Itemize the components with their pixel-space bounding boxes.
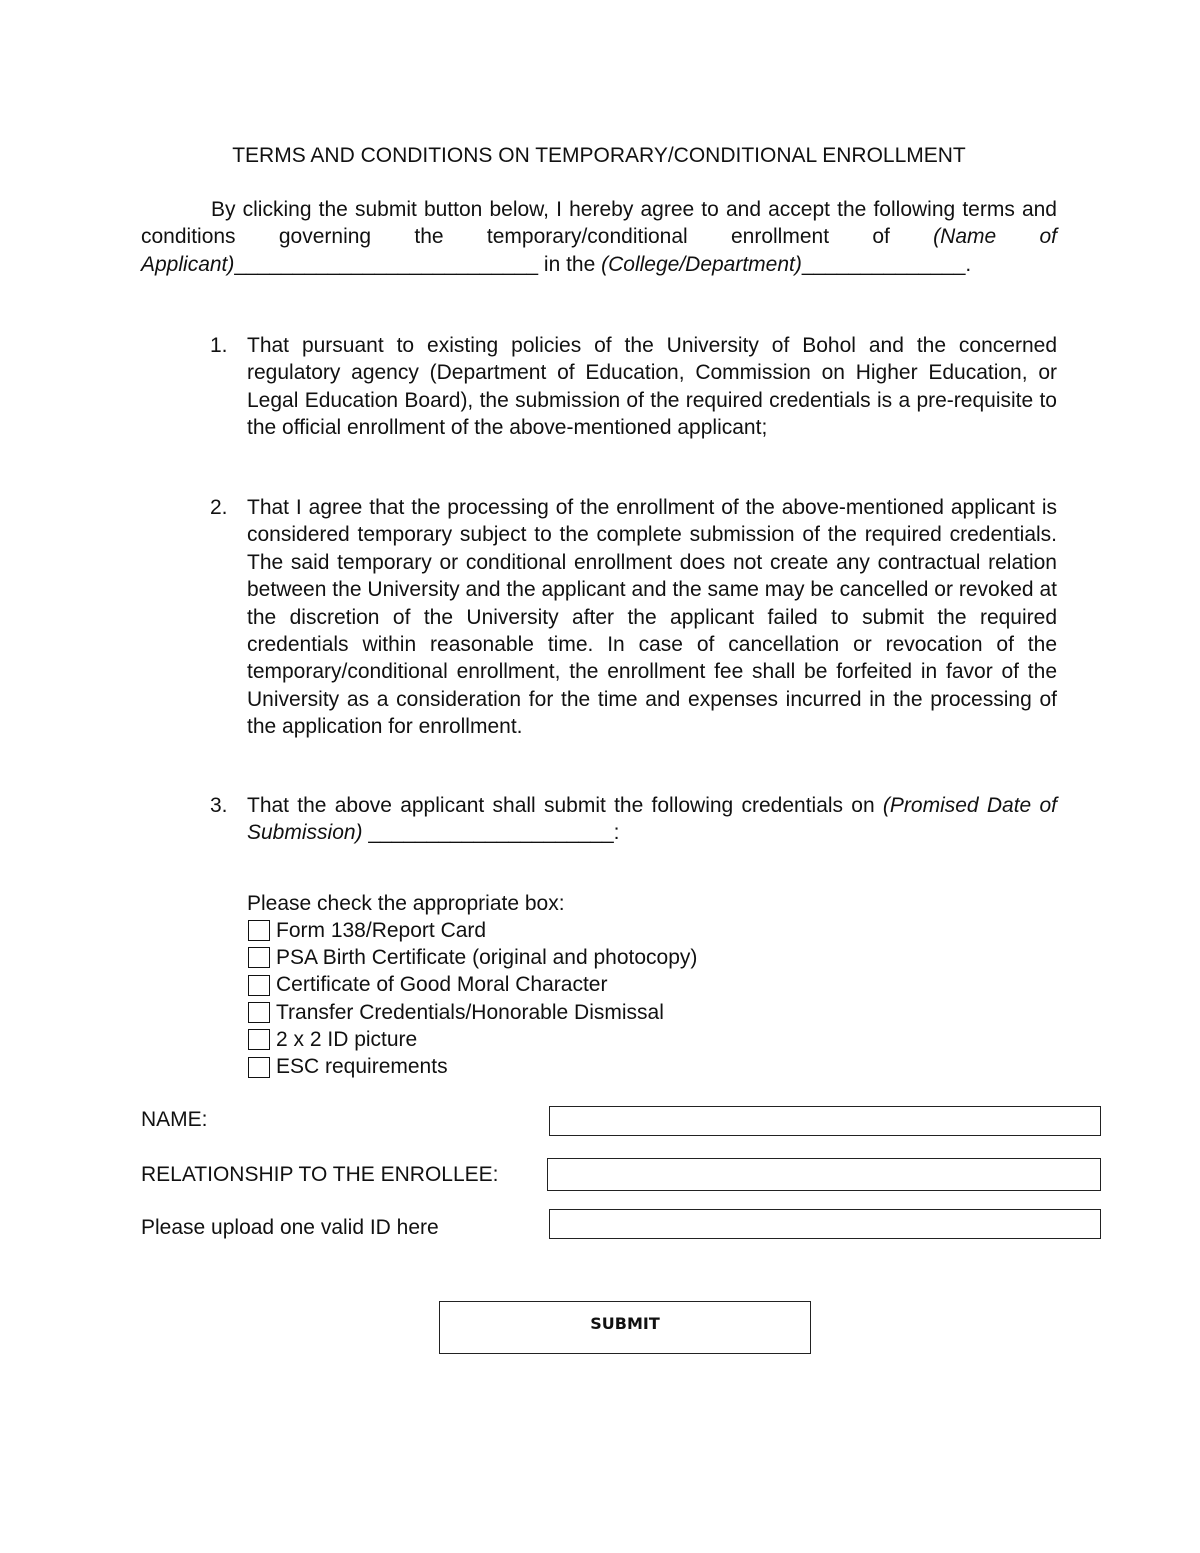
checklist-label: ESC requirements: [276, 1055, 448, 1079]
term-item-2: [210, 494, 1057, 741]
term-number: 1.: [210, 334, 228, 357]
checklist-item-psa-birth-certificate: [248, 944, 697, 971]
checklist-heading: Please check the appropriate box:: [247, 892, 565, 915]
intro-paragraph: [141, 196, 1057, 278]
term-item-3: [210, 792, 1057, 847]
submit-button[interactable]: SUBMIT: [439, 1301, 811, 1354]
credentials-checklist: [248, 917, 697, 1081]
name-input[interactable]: [549, 1106, 1101, 1136]
name-blank: __________________________: [234, 252, 539, 276]
term-text: [247, 792, 1057, 847]
term-3-text: That the above applicant shall submit the following credentials on: [247, 794, 883, 817]
good-moral-checkbox[interactable]: [248, 975, 270, 996]
id-upload-field[interactable]: [549, 1209, 1101, 1239]
checklist-label: Form 138/Report Card: [276, 918, 487, 942]
term-text: That pursuant to existing policies of the University of Bohol and the concerned regulatory agency (Department of Education, Commission on Higher Education, or Legal Education Board), the submission of the required credentials is a pre-requisite to the official enrollment of the above-mentioned applicant;: [247, 334, 1057, 440]
term-number: 2.: [210, 496, 228, 519]
date-placeholder: (Promised Date of Submission): [247, 794, 1057, 845]
term-3-end: :: [613, 821, 620, 845]
id-picture-checkbox[interactable]: [248, 1029, 270, 1050]
date-blank: _____________________: [368, 821, 614, 845]
checklist-label: 2 x 2 ID picture: [276, 1027, 418, 1051]
term-text: That I agree that the processing of the enrollment of the above-mentioned applicant is considered temporary subject to the complete submission of the required credentials. The said temporary or conditional enrollment does not create any contractual relation between the University and the applicant and the same may be cancelled or revoked at the discretion of the University after the applicant failed to submit the required credentials within reasonable time. In case of cancellation or revocation of the temporary/conditional enrollment, the enrollment fee shall be forfeited in favor of the University as a consideration for the time and expenses incurred in the processing of the application for enrollment.: [247, 496, 1057, 739]
relationship-label: RELATIONSHIP TO THE ENROLLEE:: [141, 1163, 499, 1186]
intro-text-in: in the: [538, 252, 602, 276]
checklist-label: PSA Birth Certificate (original and photocopy): [276, 945, 698, 969]
form-138-checkbox[interactable]: [248, 920, 270, 941]
term-item-1: [210, 332, 1057, 442]
name-label: NAME:: [141, 1108, 208, 1131]
transfer-credentials-checkbox[interactable]: [248, 1002, 270, 1023]
checklist-item-esc-requirements: [248, 1053, 697, 1080]
relationship-input[interactable]: [547, 1158, 1101, 1191]
checklist-item-transfer-credentials: [248, 999, 697, 1026]
term-number: 3.: [210, 794, 228, 817]
checklist-item-id-picture: [248, 1026, 697, 1053]
college-placeholder: (College/Department): [601, 252, 802, 276]
intro-text: By clicking the submit button below, I hereby agree to and accept the following terms and conditions governing the temporary/conditional enrollment of: [141, 198, 1057, 249]
document-title: TERMS AND CONDITIONS ON TEMPORARY/CONDITIONAL ENROLLMENT: [232, 144, 966, 167]
upload-label: Please upload one valid ID here: [141, 1216, 439, 1239]
intro-period: .: [965, 252, 972, 276]
checklist-label: Transfer Credentials/Honorable Dismissal: [276, 1000, 664, 1024]
psa-birth-certificate-checkbox[interactable]: [248, 947, 270, 968]
college-blank: ______________: [801, 252, 966, 276]
checklist-item-good-moral: [248, 972, 697, 999]
esc-requirements-checkbox[interactable]: [248, 1057, 270, 1078]
checklist-label: Certificate of Good Moral Character: [276, 973, 608, 997]
name-placeholder: (Name of Applicant): [141, 225, 1058, 276]
checklist-item-form-138: [248, 917, 697, 944]
